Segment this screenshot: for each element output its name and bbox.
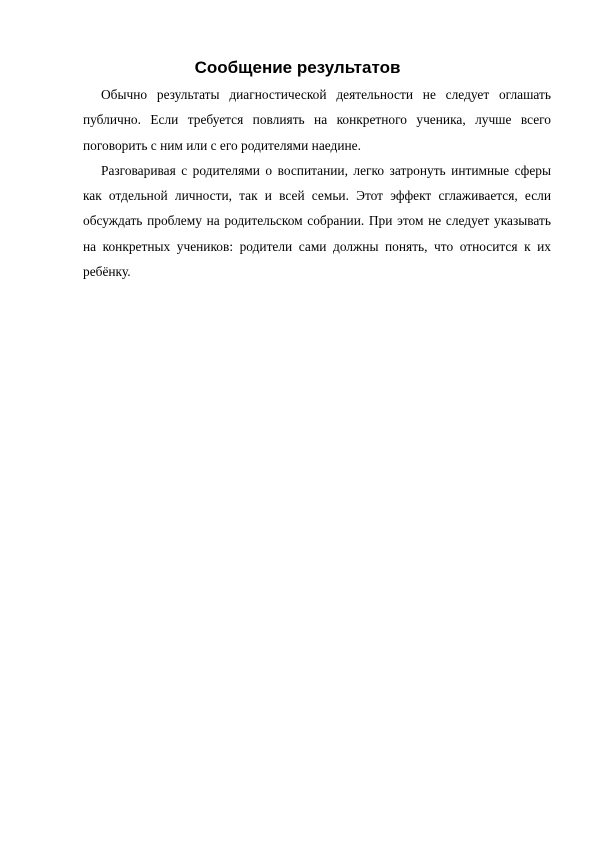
paragraph-1: Обычно результаты диагностической деятельности не следует оглашать публично. Если требуется повлиять на конкретного ученика, лучше всего поговорить с ним или с его родителями наедине. — [83, 87, 551, 153]
paragraph-2: Разговаривая с родителями о воспитании, легко затронуть интимные сферы как отдельной личности, так и всей семьи. Этот эффект сглаживается, если обсуждать проблему на родительском собрании. При этом не следует указывать на конкретных учеников: родители сами должны понять, что относится к их ребёнку. — [83, 162, 551, 280]
document-title: Сообщение результатов — [194, 58, 401, 77]
document-body — [83, 82, 551, 284]
